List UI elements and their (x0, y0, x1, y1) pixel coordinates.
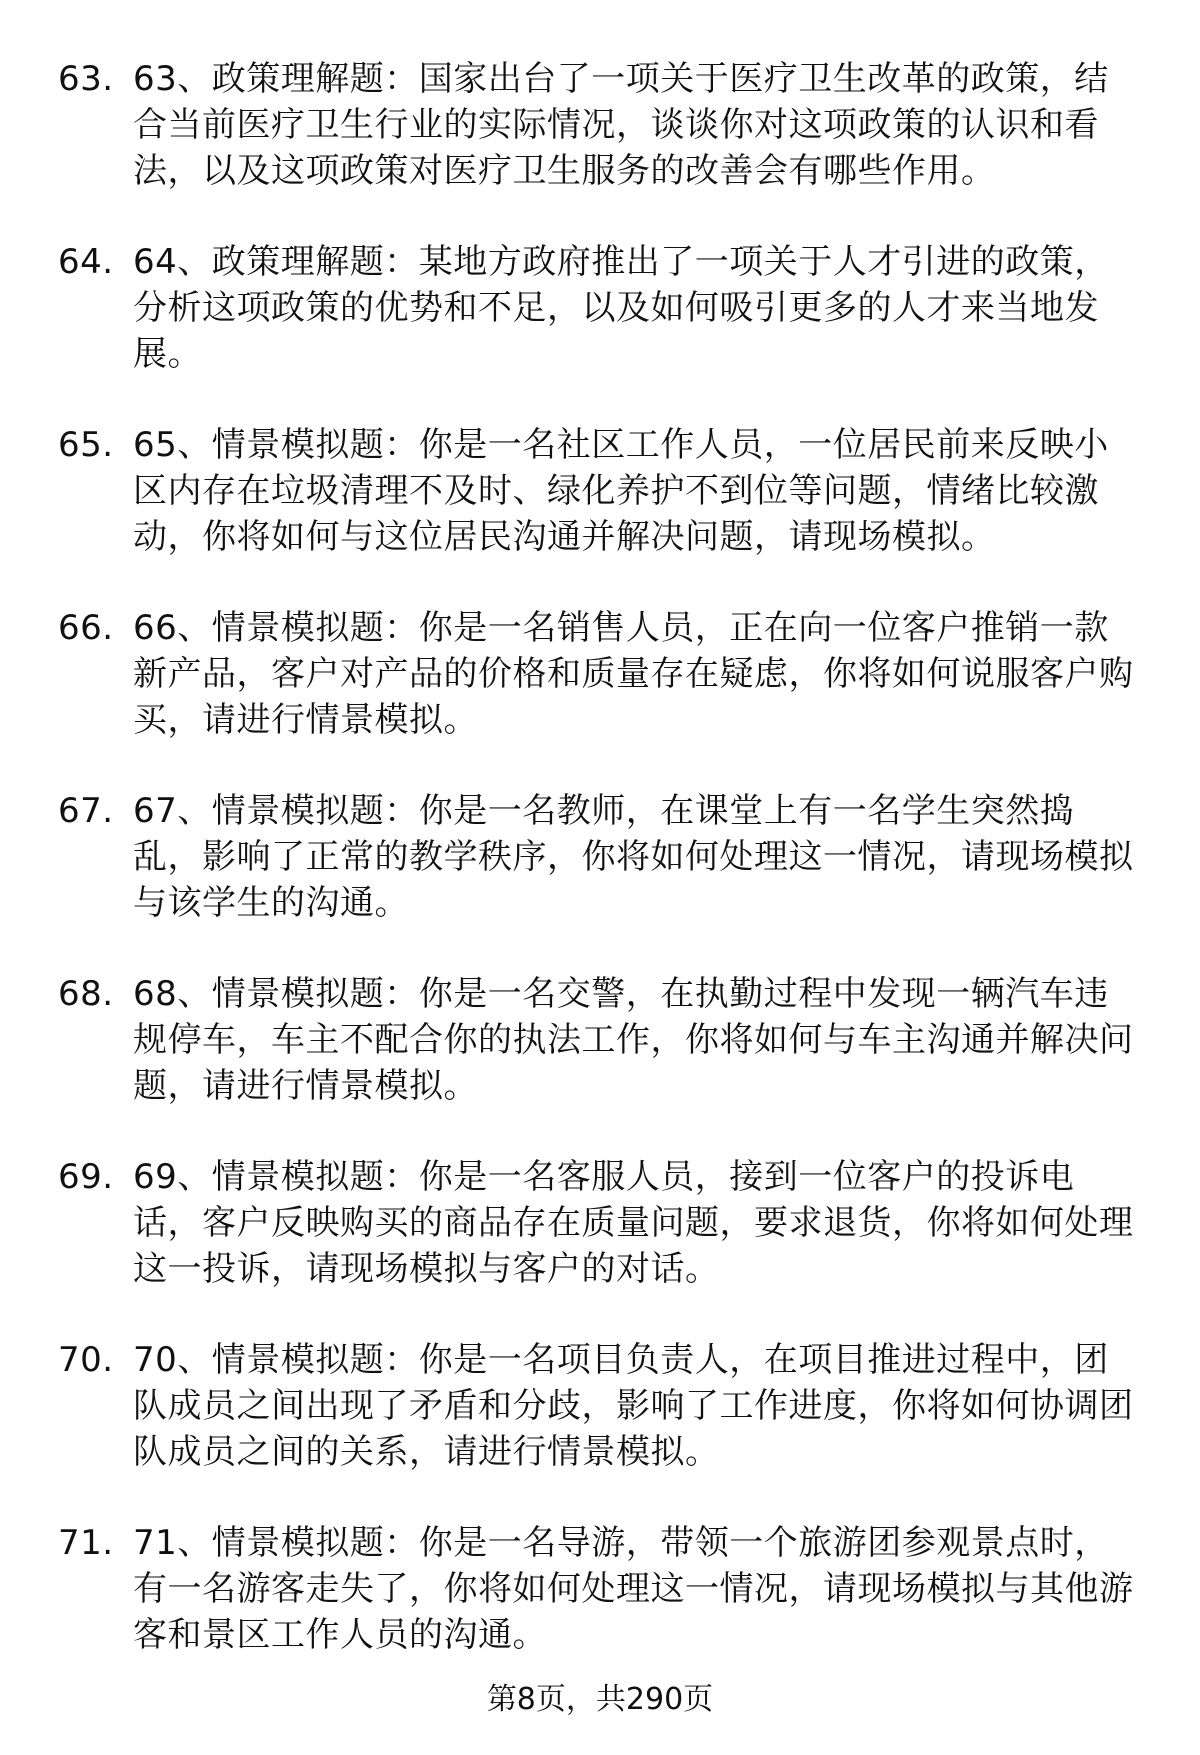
page-number-label: 第8页，共290页 (486, 1682, 714, 1717)
question-item-70 (0, 1337, 1200, 1487)
question-item-65 (0, 422, 1200, 572)
question-item-67 (0, 788, 1200, 938)
question-item-71 (0, 1520, 1200, 1670)
question-text: 71、情景模拟题：你是一名导游，带领一个旅游团参观景点时，有一名游客走失了，你将如何处理这一情况，请现场模拟与其他游客和景区工作人员的沟通。 (133, 1523, 1134, 1655)
question-text: 67、情景模拟题：你是一名教师，在课堂上有一名学生突然捣乱，影响了正常的教学秩序，你将如何处理这一情况，请现场模拟与该学生的沟通。 (133, 791, 1134, 923)
question-number: 65. (58, 425, 114, 465)
page-footer (0, 1680, 1200, 1720)
question-text: 70、情景模拟题：你是一名项目负责人，在项目推进过程中，团队成员之间出现了矛盾和分歧，影响了工作进度，你将如何协调团队成员之间的关系，请进行情景模拟。 (133, 1340, 1134, 1472)
question-text: 68、情景模拟题：你是一名交警，在执勤过程中发现一辆汽车违规停车，车主不配合你的执法工作，你将如何与车主沟通并解决问题，请进行情景模拟。 (133, 974, 1134, 1106)
question-number: 63. (58, 59, 114, 99)
question-item-63 (0, 56, 1200, 206)
question-number: 64. (58, 242, 114, 282)
question-number: 71. (58, 1523, 114, 1563)
question-number: 67. (58, 791, 114, 831)
question-text: 63、政策理解题：国家出台了一项关于医疗卫生改革的政策，结合当前医疗卫生行业的实际情况，谈谈你对这项政策的认识和看法，以及这项政策对医疗卫生服务的改善会有哪些作用。 (133, 59, 1109, 191)
question-number: 68. (58, 974, 114, 1014)
question-number: 69. (58, 1157, 114, 1197)
question-text: 65、情景模拟题：你是一名社区工作人员，一位居民前来反映小区内存在垃圾清理不及时、绿化养护不到位等问题，情绪比较激动，你将如何与这位居民沟通并解决问题，请现场模拟。 (133, 425, 1109, 557)
question-number: 66. (58, 608, 114, 648)
question-item-64 (0, 239, 1200, 389)
question-item-69 (0, 1154, 1200, 1304)
question-item-66 (0, 605, 1200, 755)
question-text: 64、政策理解题：某地方政府推出了一项关于人才引进的政策，分析这项政策的优势和不足，以及如何吸引更多的人才来当地发展。 (133, 242, 1109, 374)
question-text: 66、情景模拟题：你是一名销售人员，正在向一位客户推销一款新产品，客户对产品的价格和质量存在疑虑，你将如何说服客户购买，请进行情景模拟。 (133, 608, 1134, 740)
question-text: 69、情景模拟题：你是一名客服人员，接到一位客户的投诉电话，客户反映购买的商品存在质量问题，要求退货，你将如何处理这一投诉，请现场模拟与客户的对话。 (133, 1157, 1134, 1289)
question-list (0, 56, 1200, 1703)
question-item-68 (0, 971, 1200, 1121)
question-number: 70. (58, 1340, 114, 1380)
